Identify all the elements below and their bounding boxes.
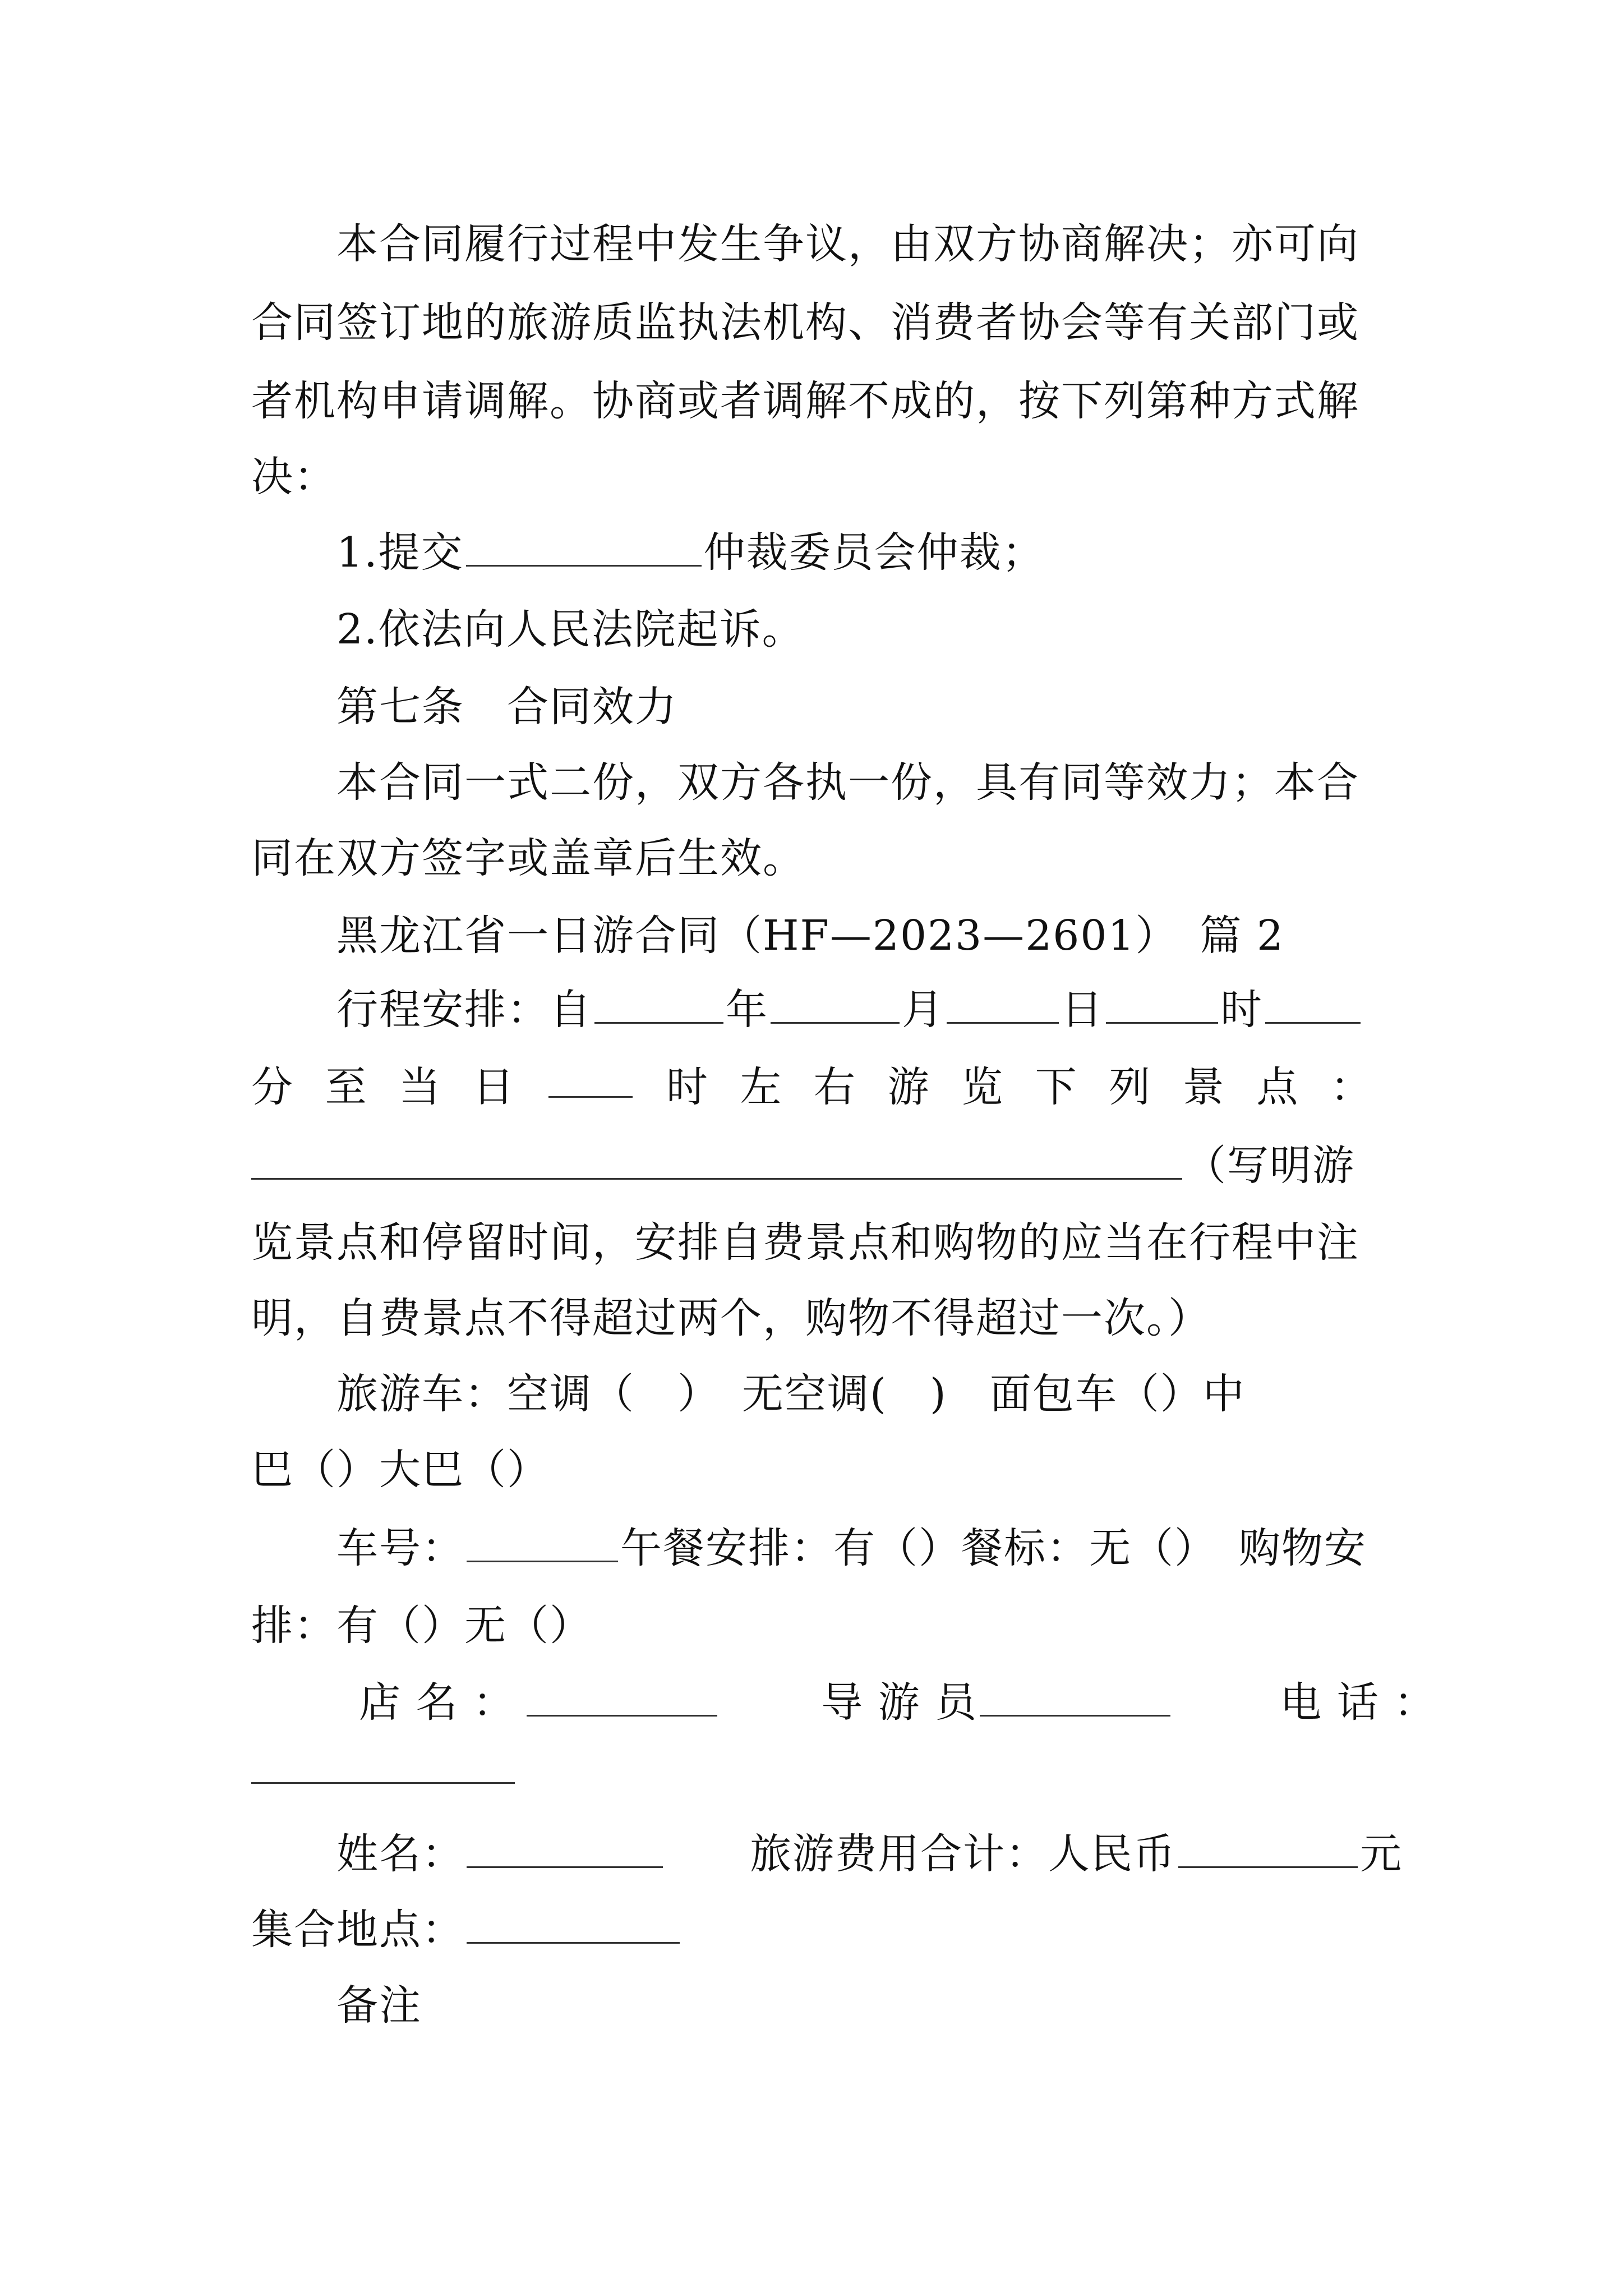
bus-type-line-2: 巴（）大巴（） xyxy=(251,1446,550,1494)
itinerary-char: 分 xyxy=(251,1063,294,1111)
itinerary-char: 右 xyxy=(813,1063,856,1111)
guide-label: 导 游 员 xyxy=(821,1678,978,1727)
month-label: 月 xyxy=(902,986,944,1034)
year-label: 年 xyxy=(726,986,768,1034)
phone-blank xyxy=(251,1745,515,1784)
fee-blank xyxy=(1178,1829,1358,1868)
scenic-spots-blank xyxy=(251,1141,1182,1180)
day-blank xyxy=(947,985,1059,1024)
month-blank xyxy=(771,985,900,1024)
option-arbitration-suffix: 仲裁委员会仲裁； xyxy=(703,528,1045,577)
name-blank xyxy=(467,1829,663,1868)
itinerary-line-2 xyxy=(251,1059,1373,1115)
itinerary-char: 点 xyxy=(1256,1063,1299,1111)
itinerary-char: 左 xyxy=(740,1063,783,1111)
paragraph-dispute-line-4: 决： xyxy=(251,453,336,501)
guide-blank xyxy=(980,1678,1170,1717)
itinerary-char: 时 xyxy=(666,1063,709,1111)
hour-label: 时 xyxy=(1220,986,1263,1034)
itinerary-char: ： xyxy=(1330,1063,1373,1111)
contract-section-title: 黑龙江省一日游合同（HF—2023—2601） 篇 2 xyxy=(336,912,1285,960)
itinerary-char: 当 xyxy=(399,1063,442,1111)
phone-label: 电 话 ： xyxy=(1280,1678,1437,1727)
paragraph-dispute-line-2: 合同签订地的旅游质监执法机构、消费者协会等有关部门或 xyxy=(251,298,1359,347)
bus-type-line-1: 旅游车：空调（ ） 无空调( ) 面包车（）中 xyxy=(336,1370,1246,1418)
lunch-shopping-text: 午餐安排：有（）餐标：无（） 购物安 xyxy=(620,1524,1367,1572)
itinerary-line-4: 览景点和停留时间，安排自费景点和购物的应当在行程中注 xyxy=(251,1218,1359,1267)
name-fee-line xyxy=(336,1826,1403,1882)
option-arbitration xyxy=(336,524,1373,581)
fee-unit: 元 xyxy=(1360,1830,1403,1878)
year-blank xyxy=(594,985,723,1024)
itinerary-char: 游 xyxy=(887,1063,930,1111)
paragraph-dispute-line-3: 者机构申请调解。协商或者调解不成的，按下列第种方式解 xyxy=(251,377,1359,425)
car-lunch-line-2: 排：有（）无（） xyxy=(251,1602,592,1650)
car-number-label: 车号： xyxy=(336,1524,464,1572)
meeting-point-line xyxy=(251,1902,1373,1958)
itinerary-char: 下 xyxy=(1035,1063,1078,1111)
paragraph-validity-line-2: 同在双方签字或盖章后生效。 xyxy=(251,834,805,882)
day-label: 日 xyxy=(1061,986,1104,1034)
itinerary-char: 列 xyxy=(1109,1063,1152,1111)
phone-blank-line xyxy=(251,1742,1373,1798)
itinerary-label: 行程安排：自 xyxy=(336,986,592,1034)
car-lunch-line-1 xyxy=(336,1520,1373,1576)
itinerary-char: 景 xyxy=(1182,1063,1225,1111)
arbitration-blank xyxy=(466,528,702,567)
itinerary-note-start: （写明游 xyxy=(1184,1142,1355,1190)
meeting-point-blank xyxy=(467,1905,680,1944)
itinerary-char: 至 xyxy=(325,1063,368,1111)
car-number-blank xyxy=(467,1524,618,1562)
option-arbitration-prefix: 1.提交 xyxy=(336,528,464,577)
shop-guide-phone-line xyxy=(359,1674,1437,1731)
itinerary-char: 日 xyxy=(472,1063,515,1111)
option-lawsuit: 2.依法向人民法院起诉。 xyxy=(336,605,805,654)
itinerary-line-1 xyxy=(336,982,1373,1038)
itinerary-line-3 xyxy=(251,1138,1373,1194)
minute-blank xyxy=(1265,985,1361,1024)
fee-label: 旅游费用合计：人民币 xyxy=(750,1830,1177,1878)
itinerary-char: 览 xyxy=(961,1063,1004,1111)
shop-name-blank xyxy=(527,1678,717,1717)
hour-blank xyxy=(1106,985,1218,1024)
paragraph-dispute-line-1: 本合同履行过程中发生争议，由双方协商解决；亦可向 xyxy=(336,220,1359,268)
return-hour-blank xyxy=(548,1059,633,1098)
article-7-heading: 第七条 合同效力 xyxy=(336,683,677,731)
remark-label: 备注 xyxy=(336,1981,422,2030)
itinerary-line-5: 明，自费景点不得超过两个，购物不得超过一次。） xyxy=(251,1294,1211,1342)
shop-name-label: 店 名 ： xyxy=(359,1678,516,1727)
name-label: 姓名： xyxy=(336,1830,464,1878)
meeting-point-label: 集合地点： xyxy=(251,1906,464,1954)
paragraph-validity-line-1: 本合同一式二份，双方各执一份，具有同等效力；本合 xyxy=(336,758,1359,807)
